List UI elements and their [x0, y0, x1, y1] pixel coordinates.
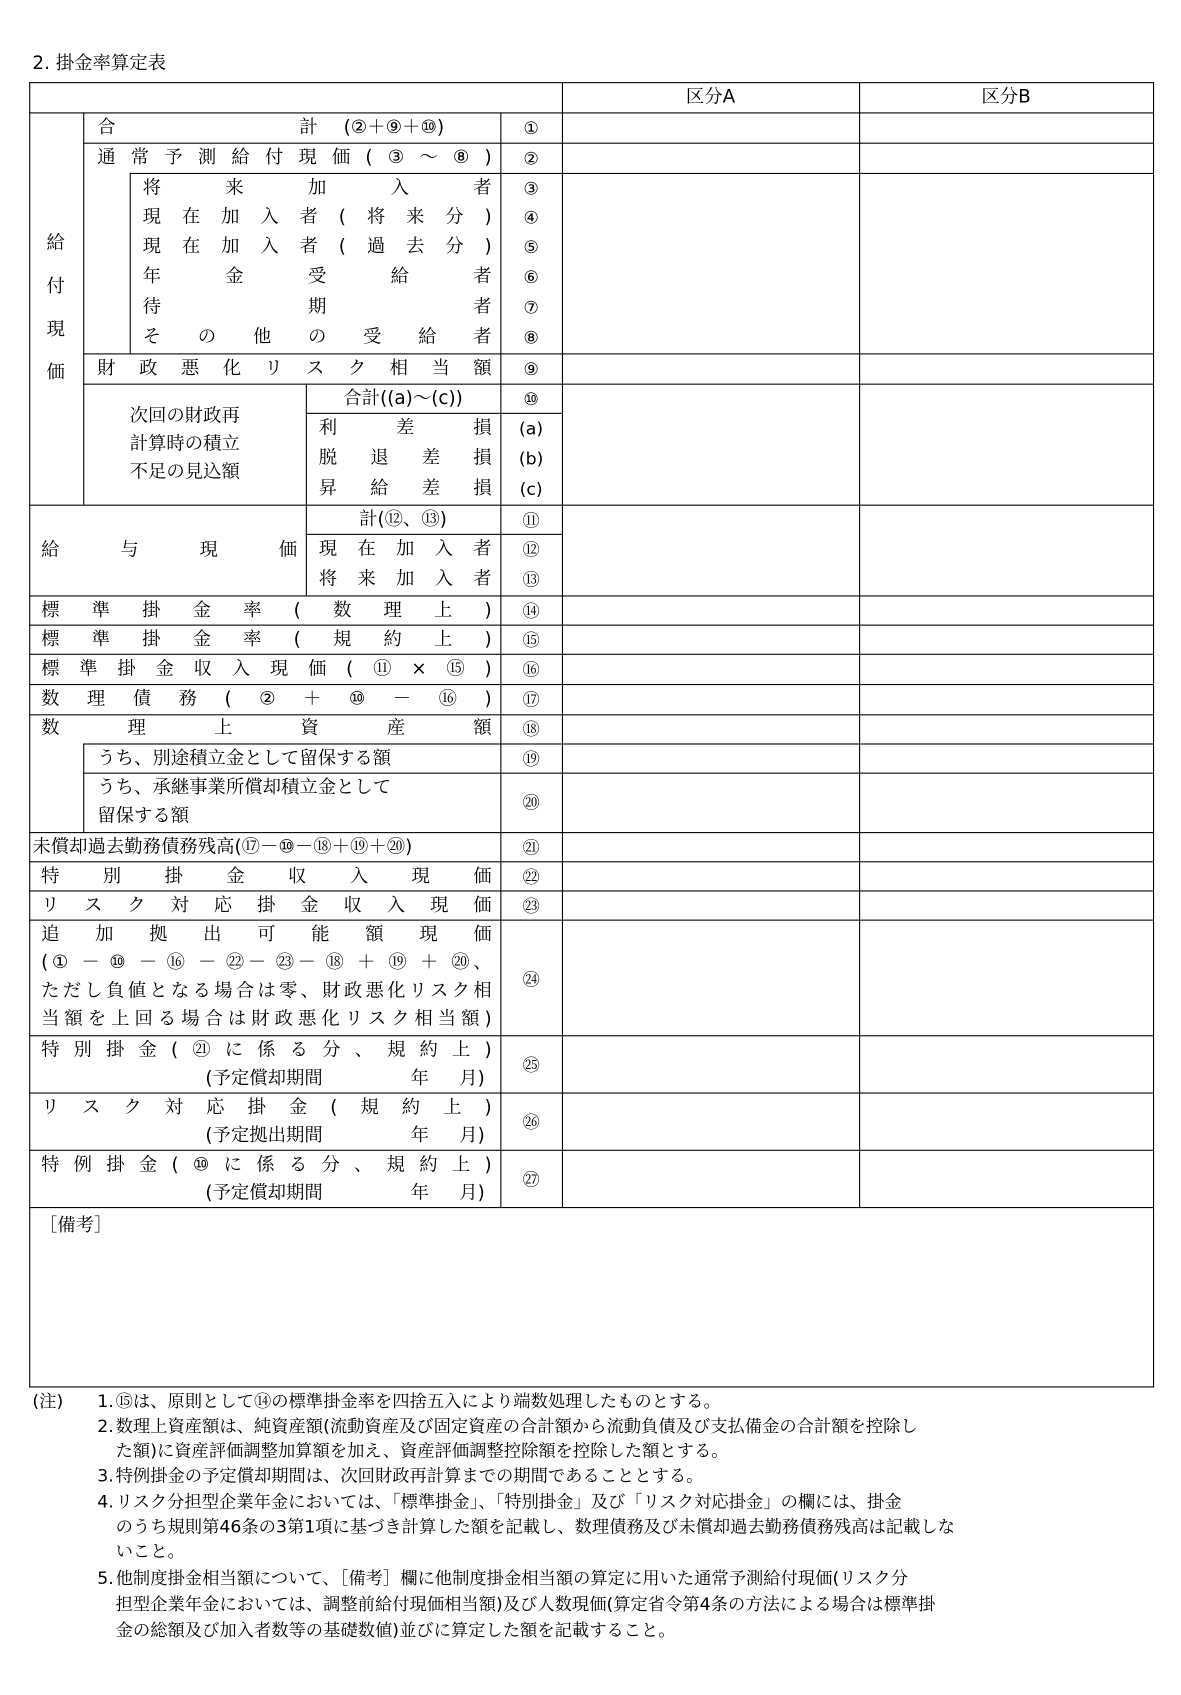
row-number: ⑭ — [522, 600, 540, 622]
row-label: 標準掛金率(規約上) — [41, 628, 492, 651]
row-number: ⑦ — [523, 297, 539, 318]
period-year: 年 — [410, 1182, 429, 1204]
row-number: (c) — [519, 478, 543, 500]
note-text: 特例掛金の予定償却期間は、次回財政再計算までの期間であることとする。 — [115, 1465, 704, 1486]
row-label: 計(⑫、⑬) — [359, 508, 447, 531]
period-year: 年 — [410, 1067, 429, 1090]
note-number: 4. — [97, 1491, 114, 1512]
note-text: いこと。 — [115, 1540, 185, 1562]
row-number: ⑫ — [522, 539, 540, 560]
row-label: 待 期 者 — [142, 296, 492, 318]
row-number: (b) — [518, 448, 544, 469]
period-label: (予定拠出期間 — [205, 1124, 323, 1147]
period-label: (予定償却期間 — [205, 1182, 323, 1204]
column-header-b: 区分B — [981, 86, 1031, 109]
row-label: 通常予測給付現価(③～⑧) — [97, 146, 492, 169]
row-label: 脱退差損 — [318, 447, 492, 469]
row-label: 当額を上回る場合は財政悪化リスク相当額) — [41, 1008, 492, 1030]
row-number: ㉒ — [522, 866, 540, 888]
row-label: 合計((a)～(c)) — [343, 387, 463, 410]
row-label: 追加拠出可能額現価 — [41, 923, 492, 946]
row-label: 特例掛金(⑩に係る分、規約上) — [41, 1154, 492, 1176]
period-month: 月) — [459, 1067, 485, 1090]
note-number: 2. — [97, 1415, 114, 1437]
shortfall-group-label: 不足の見込額 — [129, 461, 240, 484]
row-label: 現在加入者 — [318, 538, 492, 560]
notes-label: (注) — [32, 1390, 64, 1412]
row-label: 合 計 — [97, 116, 318, 139]
group-char: 付 — [46, 275, 65, 298]
row-number: ② — [523, 148, 539, 169]
period-label: (予定償却期間 — [205, 1067, 323, 1090]
row-label: その他の受給者 — [142, 326, 492, 348]
period-month: 月) — [459, 1124, 485, 1147]
row-label: 利 差 損 — [318, 417, 492, 439]
row-number: ① — [523, 117, 539, 139]
row-label: 現在加入者(過去分) — [142, 235, 492, 258]
row-number: ㉕ — [522, 1054, 540, 1076]
note-number: 5. — [97, 1567, 114, 1589]
row-label: 現在加入者(将来分) — [142, 206, 492, 229]
note-text: 数理上資産額は、純資産額(流動資産及び固定資産の合計額から流動負債及び支払備金の合計額を控除し — [115, 1415, 918, 1437]
row-number: ⑱ — [522, 718, 540, 740]
row-number: ⑨ — [523, 358, 539, 380]
period-year: 年 — [410, 1124, 429, 1147]
note-number: 1. — [97, 1390, 114, 1412]
row-number: ③ — [523, 178, 539, 199]
note-text: リスク分担型企業年金においては、「標準掛金」、「特別掛金」及び「リスク対応掛金」の欄には、掛金 — [115, 1491, 902, 1512]
row-label: 特別掛金収入現価 — [41, 865, 492, 888]
row-label: 将来加入者 — [142, 177, 492, 199]
row-label: 将来加入者 — [318, 568, 492, 591]
row-number: ⑬ — [522, 569, 540, 591]
row-formula: (②＋⑨＋⑩) — [343, 116, 445, 139]
remarks-label: ［備考］ — [38, 1214, 113, 1237]
period-month: 月) — [459, 1182, 485, 1204]
row-number: ㉑ — [522, 837, 540, 858]
row-number: ㉗ — [522, 1169, 540, 1190]
note-number: 3. — [97, 1465, 114, 1486]
shortfall-group-label: 計算時の積立 — [129, 433, 240, 455]
row-label: リスク対応掛金収入現価 — [41, 894, 492, 917]
salary-group-label: 給与現価 — [41, 539, 298, 561]
form-title: 2. 掛金率算定表 — [32, 52, 167, 75]
row-number: ㉔ — [522, 969, 540, 990]
row-label: 年金受給者 — [142, 265, 492, 288]
row-label: 昇給差損 — [318, 477, 492, 500]
group-char: 価 — [46, 362, 65, 384]
row-number: ⑤ — [523, 236, 539, 258]
row-label: 標準掛金率(数理上) — [41, 599, 492, 622]
row-number: ⑯ — [522, 659, 540, 680]
row-label: ただし負値となる場合は零、財政悪化リスク相 — [41, 980, 492, 1002]
group-char: 給 — [46, 232, 65, 254]
note-text: 他制度掛金相当額について、［備考］欄に他制度掛金相当額の算定に用いた通常予測給付現価(リスク分 — [115, 1567, 909, 1589]
row-label: リスク対応掛金(規約上) — [41, 1096, 492, 1119]
row-number: ⑰ — [522, 689, 540, 710]
note-text: 担型企業年金においては、調整前給付現価相当額)及び人数現価(算定省令第4条の方法による場合は標準掛 — [115, 1593, 936, 1615]
row-number: ⑳ — [522, 792, 540, 813]
row-label: 標準掛金収入現価(⑪×⑮) — [41, 658, 492, 680]
row-label: 留保する額 — [97, 805, 190, 827]
row-label: (① － ⑩ － ⑯ － ㉒－ ㉓－ ⑱ ＋ ⑲ ＋ ⑳、 — [41, 952, 492, 974]
row-number: ⑲ — [522, 748, 540, 770]
row-number: ㉓ — [522, 895, 540, 917]
row-number: ⑥ — [523, 266, 539, 288]
row-number: ⑪ — [522, 510, 540, 531]
row-label: 財政悪化リスク相当額 — [97, 357, 492, 380]
row-label: 数理債務(②＋⑩－⑯) — [41, 688, 492, 710]
row-number: ⑩ — [523, 389, 539, 410]
row-label: うち、承継事業所償却積立金として — [97, 776, 392, 799]
shortfall-group-label: 次回の財政再 — [129, 405, 240, 427]
row-number: ⑧ — [523, 327, 539, 348]
row-label: 特別掛金(㉑に係る分、規約上) — [41, 1039, 492, 1062]
row-label: 未償却過去勤務債務残高(⑰－⑩－⑱＋⑲＋⑳) — [32, 836, 413, 858]
row-number: ④ — [523, 207, 539, 229]
row-number: ⑮ — [522, 629, 540, 651]
row-label: うち、別途積立金として留保する額 — [97, 747, 392, 770]
column-header-a: 区分A — [685, 86, 736, 109]
note-text: 金の総額及び加入者数等の基礎数値)並びに算定した額を記載すること。 — [115, 1619, 676, 1641]
note-text: た額)に資産評価調整加算額を加え、資産評価調整控除額を控除した額とする。 — [115, 1440, 729, 1461]
note-text: ⑮は、原則として⑭の標準掛金率を四捨五入により端数処理したものとする。 — [115, 1390, 721, 1412]
row-number: ㉖ — [522, 1111, 540, 1133]
row-label: 数理上資産額 — [41, 717, 492, 740]
row-number: (a) — [519, 418, 544, 439]
group-char: 現 — [46, 318, 65, 341]
note-text: のうち規則第46条の3第1項に基づき計算した額を記載し、数理債務及び未償却過去勤務債務残高は記載しな — [115, 1516, 955, 1537]
